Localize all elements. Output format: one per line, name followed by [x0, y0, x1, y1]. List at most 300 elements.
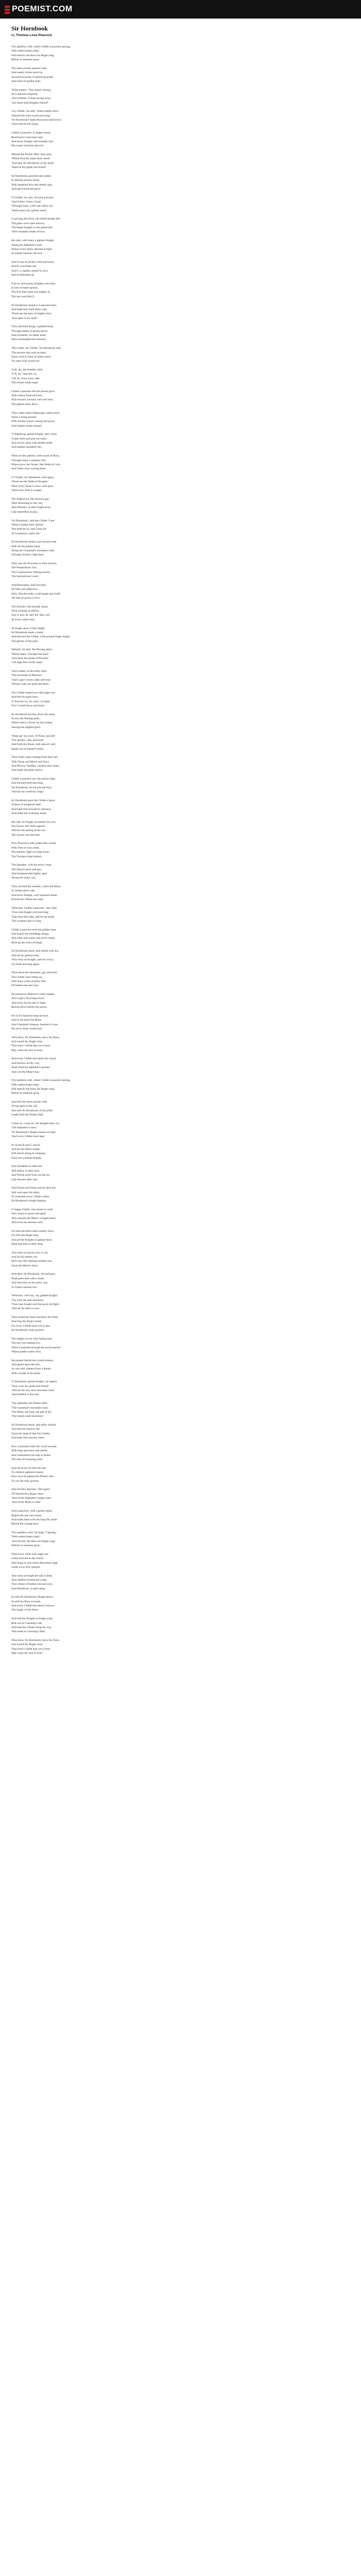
stanza	[11, 928, 350, 945]
poem-line: Were marshalled fair between.	[11, 338, 47, 342]
stanza	[11, 992, 350, 1009]
stanza	[11, 1294, 350, 1311]
poem-line: 'And of the Alphabet's bright train,'	[11, 1497, 52, 1500]
stanza	[11, 1208, 350, 1225]
poem-line: And sound thy Bugle clear,	[11, 1643, 43, 1647]
poem-line: Who, like the mule, could laugh and chaff,	[11, 592, 61, 596]
poem-line: Sir Hornbook's bright domain.	[11, 1199, 47, 1203]
poem-line: Were blooming by the way,	[11, 502, 43, 505]
poem-line: Sir Hornbook gave the Childe a lance,	[11, 799, 56, 802]
stanza	[11, 626, 350, 643]
poem-line: And double-mounted rein.	[11, 446, 42, 449]
poem-line: To children gathered round,	[11, 1470, 44, 1474]
poem-line: Shall greet him with a smile,	[11, 1277, 45, 1280]
poem-line: Swing open at the call,	[11, 1105, 38, 1108]
stanza	[11, 1014, 350, 1031]
poem-line: And when at length the tale is done,	[11, 1574, 53, 1578]
poem-line: And shouted loud and long,	[11, 782, 43, 785]
poem-line: Bowed low before her state.	[11, 898, 44, 902]
stanza	[11, 519, 350, 536]
poem-line: Then on they passed, with sound of Horn,	[11, 454, 60, 458]
poem-line: Childe Launcelot, in happy mood,	[11, 131, 51, 135]
poem-line: As one who wakens from a dream	[11, 1367, 51, 1371]
poem-line: Sir Hornbook turned to Launcelot then,	[11, 303, 57, 307]
poem-line: At length upon a lofty height	[11, 626, 45, 630]
poem-line: Leans forward at the sound,	[11, 1557, 44, 1561]
stanza	[11, 432, 350, 449]
poem-line: That leads to Learning's Hall.	[11, 1630, 46, 1634]
stanza	[11, 1337, 350, 1354]
poem-line: 'The Muse, the harp, the gift of all,'	[11, 1410, 52, 1414]
poem-line: And 'a' and 'an' and 'the' they call	[11, 614, 50, 617]
poem-line: 'And soon be led along.'	[11, 123, 39, 126]
poem-line: And Hornbook, in their sleep.	[11, 1587, 46, 1590]
poem-line: And onward, onward, sure and slow,	[11, 398, 54, 402]
poem-line: Then down the mountain, gay and bold,	[11, 971, 58, 975]
poem-line: The Syntax was decreed.	[11, 833, 40, 837]
stanza	[11, 497, 350, 514]
poem-line: 'O Childe,' he said, 'be bold and true,'	[11, 196, 55, 199]
poem-line: And every foe he met in fight	[11, 1001, 46, 1005]
poem-line: 'Thy bounty hath bestowed.'	[11, 1415, 44, 1418]
poem-line: 'Sir Hornbook's Bugle sounds on high,'	[11, 1130, 57, 1134]
poem-line: Upon the head of that fair Childe,	[11, 1432, 51, 1435]
poem-line: Then blow, Sir Hornbook, blow thy Horn,	[11, 1036, 60, 1039]
stanza	[11, 1380, 350, 1397]
poem-line: 'Of Hornbook's Bugle clear,'	[11, 1492, 44, 1496]
poem-line: They reached the summit, where the Muse	[11, 885, 61, 889]
poem-line: And forth the Noun, with answer well,	[11, 743, 56, 747]
poem-line: 'O Hornbook, gentle Knight,' he sighed,	[11, 1380, 58, 1384]
stanza	[11, 1315, 350, 1332]
poem-line: 'Thy gender, case, and kind;'	[11, 738, 44, 742]
stanza	[11, 109, 350, 126]
stanza	[11, 691, 350, 708]
poem-line: The Dactyl quick and gay,	[11, 868, 42, 871]
poem-line: The last was little Z.	[11, 295, 35, 298]
poem-line: 'These are the keys of mighty men,'	[11, 312, 53, 316]
poem-line: And Adverbs, in their bright array,	[11, 506, 52, 510]
by-label: by	[11, 33, 15, 37]
poem-line: The shades of eve were falling fast,	[11, 1337, 53, 1341]
stanza	[11, 1466, 350, 1483]
poem-line: And bade him forward to advance,	[11, 807, 52, 811]
poem-line: So still Sir Hornbook's Bugle blows,	[11, 1596, 54, 1599]
poem-line: And Logic's frowning tower,	[11, 997, 45, 1001]
poem-line: 'And all the way thou hast been tried,'	[11, 1389, 55, 1393]
poem-line: 'O Dipthong, gentle Knight,' they cried,	[11, 433, 57, 436]
poem-line: At every castle door.	[11, 618, 36, 621]
poem-line: Childe Launcelot felt his bosom glow	[11, 389, 55, 393]
stanza	[11, 1251, 350, 1268]
stanza	[11, 66, 350, 83]
poem-line: Upon the Muse's shore.	[11, 1264, 39, 1267]
poem-line: Their trumpets loudly blown.	[11, 230, 45, 234]
poem-line: 'And faithful to the end.'	[11, 1393, 40, 1397]
poem-line: And stately forms stood by,	[11, 71, 43, 75]
poem-line: And ring the Bugle round,	[11, 1320, 42, 1324]
poem-line: To welcome every Childe within	[11, 1195, 50, 1198]
poem-line: For in his hand the harp he bore,	[11, 1014, 49, 1018]
poem-line: Arrayed in pomp, in glittering pride,	[11, 75, 54, 79]
poem-line: The Adjectives, like flowers gay,	[11, 497, 50, 501]
poem-title: Sir Hornbook	[11, 25, 48, 32]
poem-line: Its stately honours showed.	[11, 252, 43, 256]
stanza	[11, 411, 350, 428]
poem-line: 'And every Verb is sought.'	[11, 489, 43, 493]
stanza	[11, 713, 350, 730]
stanza	[11, 389, 350, 406]
poem-line: 'The mountain of Rhetoric,'	[11, 674, 43, 677]
poem-line: 'Are these bold Knights retired?'	[11, 101, 49, 105]
poem-line: 'What wonders here unfold;'	[11, 523, 44, 527]
poem-line: Now Prosody's lofty peaks they clomb,	[11, 842, 57, 845]
poem-line: Sir Launcelot inquired,	[11, 92, 38, 96]
poem-line: Across the Parsing plain,	[11, 717, 40, 721]
poem-line: 'The powers that wait on thee;'	[11, 351, 47, 354]
poem-line: Childe Launcelot saw the ardour high,	[11, 777, 56, 781]
stanza	[11, 906, 350, 923]
poem-line: They marched along, a gallant band,	[11, 325, 54, 329]
poem-line: 'For I would know and learn.'	[11, 704, 45, 707]
poem-line: And showed the Childe, with pointed finger bright,	[11, 635, 71, 639]
poem-line: Yet had no power to live.	[11, 597, 41, 600]
poem-line: Leads forth the Primer Hall.	[11, 1113, 44, 1117]
poem-line: And every Childe that hears the sound,	[11, 1057, 57, 1061]
poem-line: The inner portals opened wide,	[11, 66, 47, 70]
poem-line: 'And whither, in their strong array,'	[11, 97, 52, 100]
poem-line: And Participles, half and half,	[11, 583, 46, 587]
poem-line: And Nouns and Verbs and all their kin	[11, 1187, 56, 1190]
poem-line: Full merrily the Horn his Bugle rung,	[11, 54, 55, 57]
poem-line: And every Knight with friendly nod	[11, 140, 53, 143]
poem-line: 'Take thou this harp, and be thy pride'	[11, 915, 55, 919]
stanza	[11, 45, 350, 62]
stanza	[11, 454, 350, 471]
poem-line: Went running on before,	[11, 609, 40, 613]
poem-line: 'Come on, come on,' the Knights they cry,	[11, 1122, 60, 1125]
stanza	[11, 1100, 350, 1117]
poem-line: Still follow in their train,	[11, 1169, 40, 1173]
poem-line: And Syllables in order fair	[11, 1165, 42, 1168]
poem-line: 'Each word is from its letters bred,'	[11, 355, 52, 359]
poem-line: O'er pathless wild, where Childe Launcelot sprung,	[11, 1079, 71, 1082]
poem-content	[0, 21, 361, 2576]
poem-line: 'And let me wield my song!'	[11, 790, 44, 794]
site-logo[interactable]	[5, 4, 73, 14]
poem-line: With speaking face and stately gait,	[11, 183, 53, 187]
poem-line: 'I-B, ib,' from every side	[11, 377, 40, 380]
poem-line: And there Sir Hornbook, old and grey,	[11, 1273, 56, 1276]
poem-line: 'Shall be thy guide and friend.'	[11, 166, 47, 170]
poem-line: Through many a meadow fair,	[11, 459, 46, 462]
poem-line: The magic of the Word.	[11, 1608, 39, 1612]
stanza	[11, 971, 350, 988]
stanza	[11, 88, 350, 105]
poem-line: Sir Hornbook's holy ground.	[11, 1329, 44, 1332]
poem-line: Along the Alphabet's road,	[11, 243, 42, 247]
poem-line: They came where Dipthong's castle stood	[11, 411, 60, 415]
poem-line: 'Behold the Primer Hall,' they said,	[11, 152, 52, 156]
poem-line: Then sound the Horn and blow the blast,	[11, 1316, 59, 1319]
poem-line: And every Knight, with loosened shoes,	[11, 893, 58, 897]
poem-line: And Grammar's lessons, learned of yore,	[11, 1023, 59, 1026]
poem-line: And clear and sweet, and never sharp,	[11, 937, 56, 940]
poem-line: Full six and twenty Knights were they,	[11, 282, 56, 285]
stanza	[11, 949, 350, 966]
poem-line: So still his Horn is heard,	[11, 1600, 41, 1603]
poem-line: And A was an archer, bold and brave,	[11, 260, 55, 264]
poem-line: Through Syntax's high land.	[11, 553, 44, 557]
stanza	[11, 540, 350, 557]
poem-line: 'Where many a Knight has bled;'	[11, 652, 50, 656]
stanza	[11, 1143, 350, 1160]
poem-line: Along the rocky way.	[11, 876, 37, 880]
poem-line: 'And every Childe must hear.'	[11, 1134, 46, 1138]
poem-line: 'Through many a hill and valley too,'	[11, 205, 54, 208]
poem-line: For him the Bugle ring,	[11, 1234, 39, 1238]
poem-line: With ardent hopes elate,	[11, 49, 40, 53]
poem-line: In line of battle spread,	[11, 286, 38, 290]
stanza	[11, 605, 350, 622]
poem-line: 'Stand forth with sword and song;'	[11, 114, 51, 117]
poem-line: 'Thou wert my guide and friend;'	[11, 1384, 50, 1388]
stanza	[11, 777, 350, 794]
stanza	[11, 583, 350, 600]
poem-line: May come thy lore to hear!	[11, 1652, 43, 1655]
stanza	[11, 648, 350, 665]
stanza	[11, 1531, 350, 1548]
poem-line: Leads on to holy ground.	[11, 1565, 41, 1569]
poem-line: 'Now thou art Knight, and not a boy,'	[11, 958, 54, 962]
poem-line: And out he came with double pride,	[11, 442, 53, 445]
poem-line: How once he passed the Primer vale	[11, 1475, 54, 1479]
stanza	[11, 217, 350, 234]
poem-line: 'O'er pathless wild,' he sings, 'I sprung,'	[11, 1531, 57, 1534]
stanza	[11, 131, 350, 148]
stanza	[11, 303, 350, 320]
poem-line: The Trochee close behind.	[11, 855, 42, 858]
poem-line: And spirit kind and good.	[11, 187, 41, 191]
poem-line: And B a bowman tall,	[11, 265, 37, 268]
poem-line: Who mounts the Muse's winged steed,	[11, 1216, 56, 1220]
poem-line: Along the Grammar's mountain road,	[11, 549, 55, 553]
poem-line: The Nouns and Verbs agreed,	[11, 825, 45, 828]
poem-line: And wheresoe'er his step is found	[11, 1453, 51, 1457]
poem-line: Then every child with eager eye	[11, 1552, 48, 1556]
poem-line: With wonder in his pride.	[11, 1371, 41, 1375]
poem-line: Of battles lost and won.	[11, 984, 39, 988]
poem-line: That every Childe that yet is born	[11, 1647, 51, 1651]
poem-line: For every Childe shall win at last	[11, 1324, 50, 1328]
poem-line: O happy Childe, who learns to read,	[11, 1208, 53, 1212]
poem-line: 'Shall prance thy gallant steed.'	[11, 209, 47, 212]
poem-line: The sun was sinking low,	[11, 1342, 41, 1345]
poem-line: And make the Grammar kneel.	[11, 811, 47, 815]
stanza	[11, 820, 350, 837]
author-name[interactable]: Thomas Love Peacock	[15, 33, 52, 37]
stanza	[11, 476, 350, 493]
poem-line: Begins the tale once more,	[11, 1514, 42, 1517]
stanza	[11, 841, 350, 858]
poem-line: 'As oaks from acorns be.'	[11, 360, 41, 363]
stanza	[11, 1078, 350, 1095]
stanza	[11, 325, 350, 342]
poem-line: And longs to ride where Hornbook high	[11, 1561, 58, 1565]
poem-line: 'And yonder, in the misty blue,'	[11, 670, 47, 673]
poem-line: With Tense and Mood and Voice,	[11, 760, 50, 764]
poem-line: For him the Horn shall sweetly blow,	[11, 1229, 55, 1233]
poem-line: And D defended all.	[11, 274, 35, 277]
poem-line: And still the inner portals wide	[11, 1100, 47, 1104]
poem-line: 'Thou hast fought well and long;'	[11, 911, 50, 914]
stanza	[11, 1057, 350, 1074]
poem-line: And Launcelot, with a gentle smile,	[11, 1510, 53, 1513]
stanza	[11, 152, 350, 170]
poem-line: 'Behold,' he said, 'the Parsing plain,'	[11, 648, 53, 652]
poem-line: 'Wake up!' he cried, 'O Noun, and tell'	[11, 734, 55, 738]
poem-line: 'Lift high their lordly head.'	[11, 661, 43, 665]
stanza	[11, 1164, 350, 1181]
poem-line: And lead the Childe along the way	[11, 1625, 52, 1629]
stanza	[11, 1401, 350, 1418]
stanza	[11, 1445, 350, 1462]
poem-line: 'O lead me on,' he cried, 'on high,'	[11, 700, 51, 703]
poem-line: 'And all the field is won.'	[11, 1307, 41, 1311]
stanza	[11, 1617, 350, 1634]
stanza	[11, 863, 350, 880]
poem-line: The Spondee, with his heavy tread,	[11, 863, 52, 867]
poem-line: To win the holy ground.	[11, 1479, 39, 1483]
poem-line: The Childe went riding on,	[11, 975, 43, 979]
stanza	[11, 1272, 350, 1289]
byline	[11, 33, 350, 38]
poem-line: 'And open every spell.'	[11, 316, 38, 320]
poem-line: 'And follow where I lead;'	[11, 200, 42, 204]
poem-line: And all his battles o'er,	[11, 1255, 38, 1259]
poem-line: 'What means,' 'This stately throng,'	[11, 88, 52, 92]
stanza	[11, 1638, 350, 1655]
poem-line: May come thy lore to hear!	[11, 1048, 43, 1052]
logo-text: POEMIST.COM	[12, 5, 73, 13]
poem-line: And when at last his race is run,	[11, 1251, 48, 1255]
stanza	[11, 346, 350, 363]
poem-line: Childe Launcelot took the golden harp,	[11, 928, 57, 931]
poem-line: Each one a gallant Knight.	[11, 1156, 42, 1160]
stanza	[11, 755, 350, 772]
poem-line: And Words arise from out the air,	[11, 1174, 50, 1177]
stanza	[11, 1036, 350, 1053]
poem-line: And laid his hand in rest	[11, 1428, 40, 1431]
poem-line: And Anapaest that lightly sped	[11, 872, 47, 875]
poem-line: And follows on thy way,	[11, 1061, 40, 1065]
poem-line: 'Welcome, Childe Launcelot,' she cried,	[11, 906, 57, 910]
stanza	[11, 196, 350, 213]
poem-line: And children homeward creep,	[11, 1578, 47, 1582]
poem-line: 'Welcome,' he'll say, 'my gallant Knight,'	[11, 1294, 58, 1298]
poem-line: Of Verb and Adjective,	[11, 588, 38, 591]
poem-line: And sound thy Bugle clear,	[11, 1040, 43, 1044]
stanza	[11, 1487, 350, 1504]
poem-line: The echoes made reply.	[11, 381, 39, 385]
poem-line: With all his gallant band,	[11, 545, 41, 548]
poem-line: With ardent hopes elate,	[11, 1083, 40, 1087]
poem-line: The Childe looked out with eager eye,	[11, 691, 56, 694]
poem-line: He passed by Rhetoric's misty height,	[11, 993, 55, 996]
poem-body	[11, 45, 350, 1655]
poem-line: 'And there the peaks of Prosody,'	[11, 657, 50, 660]
poem-line: With double towers, strong and good,	[11, 420, 55, 423]
poem-line: And win the Muse's bay.	[11, 1070, 40, 1074]
poem-line: Still march along in company,	[11, 1152, 46, 1156]
poem-line: Ride out at Learning's call,	[11, 1621, 43, 1625]
poem-line: With Feet of every kind,	[11, 846, 40, 850]
stanza	[11, 1509, 350, 1526]
poem-line: And bade him mark them well,	[11, 308, 47, 311]
poem-line: 'O Childe,' Sir Hornbook cried again,	[11, 476, 55, 479]
poem-line: He rode, he fought, he parsed, he won,	[11, 820, 56, 824]
poem-line: Then Verbs came rushing from their lair,	[11, 756, 58, 759]
stanza	[11, 799, 350, 816]
poem-line: A lance of tempered steel,	[11, 803, 42, 807]
poem-line: And bade him onward, blest.	[11, 1436, 45, 1440]
poem-line: 'And merrily the Horn his Bugle rung,'	[11, 1539, 56, 1543]
poem-line: Sir Hornbook heard, and softly smiled,	[11, 1423, 57, 1427]
poem-line: And Person, Number, claimed their share,	[11, 765, 60, 768]
poem-line: When Launcelot through the portal passed	[11, 1346, 60, 1349]
poem-line: And arms of golden mail.	[11, 79, 41, 83]
poem-line: The Articles, like heralds small,	[11, 605, 48, 608]
poem-line: And double moats around.	[11, 424, 42, 428]
poem-line: Where every letter, dressed in light,	[11, 247, 53, 251]
stanza	[11, 174, 350, 191]
poem-line: 'Come forth and join our train;'	[11, 437, 47, 440]
poem-line: The gates were open thrown,	[11, 222, 45, 225]
poem-line: To Fame's eternal isle.	[11, 1285, 38, 1289]
poem-line: And in his heart the Muse,	[11, 1019, 42, 1022]
poem-line: Sir Hornbook, graceful and sedate,	[11, 174, 52, 178]
poem-line: 'Thy toils are past and done;'	[11, 1298, 44, 1302]
poem-line: He never more would lose.	[11, 1027, 43, 1030]
poem-line: And still Sir Hornbook, in his pride,	[11, 1109, 53, 1112]
stanza	[11, 1574, 350, 1591]
poem-line: Still merrily the Horn his Bugle rung,	[11, 1087, 55, 1091]
stanza	[11, 368, 350, 385]
poem-line: 'Go forth and sing again.'	[11, 962, 41, 966]
poem-line: 'The sweetest gift of song.'	[11, 919, 42, 923]
stanza	[11, 239, 350, 256]
poem-line: 'In Grammar's castle old.'	[11, 532, 41, 535]
poem-line: Where gentle waters flow.	[11, 1350, 42, 1353]
poem-line: And all the Knights in gallant show	[11, 1238, 53, 1242]
poem-line: Through plains of grassy green,	[11, 329, 48, 333]
poem-line: And ere the setting of the sun	[11, 829, 45, 833]
poem-line: 'But lead me on, that I may be'	[11, 528, 47, 531]
stanza	[11, 1229, 350, 1246]
poem-line: Now Launcelot rides the world around,	[11, 1445, 57, 1448]
stanza	[11, 734, 350, 751]
stanza	[11, 260, 350, 277]
stanza	[11, 562, 350, 579]
stanza	[11, 1122, 350, 1139]
poem-line: 'Where first thy steps must wend;'	[11, 157, 51, 161]
poem-line: 'E-B, eb,' rang the cry,	[11, 372, 37, 376]
poem-line: 'Sir Hornbook's fame thou soon shalt know,'	[11, 118, 62, 122]
poem-line: O'er pathless wild, where Childe Launcelot sprung,	[11, 45, 71, 48]
poem-line: Loud rang the Horn, the shield-knight fell,	[11, 217, 61, 221]
poem-line: 'And here Sir Hornbook, at thy head,'	[11, 161, 55, 165]
poem-line: Upon a rising ground,	[11, 415, 37, 419]
